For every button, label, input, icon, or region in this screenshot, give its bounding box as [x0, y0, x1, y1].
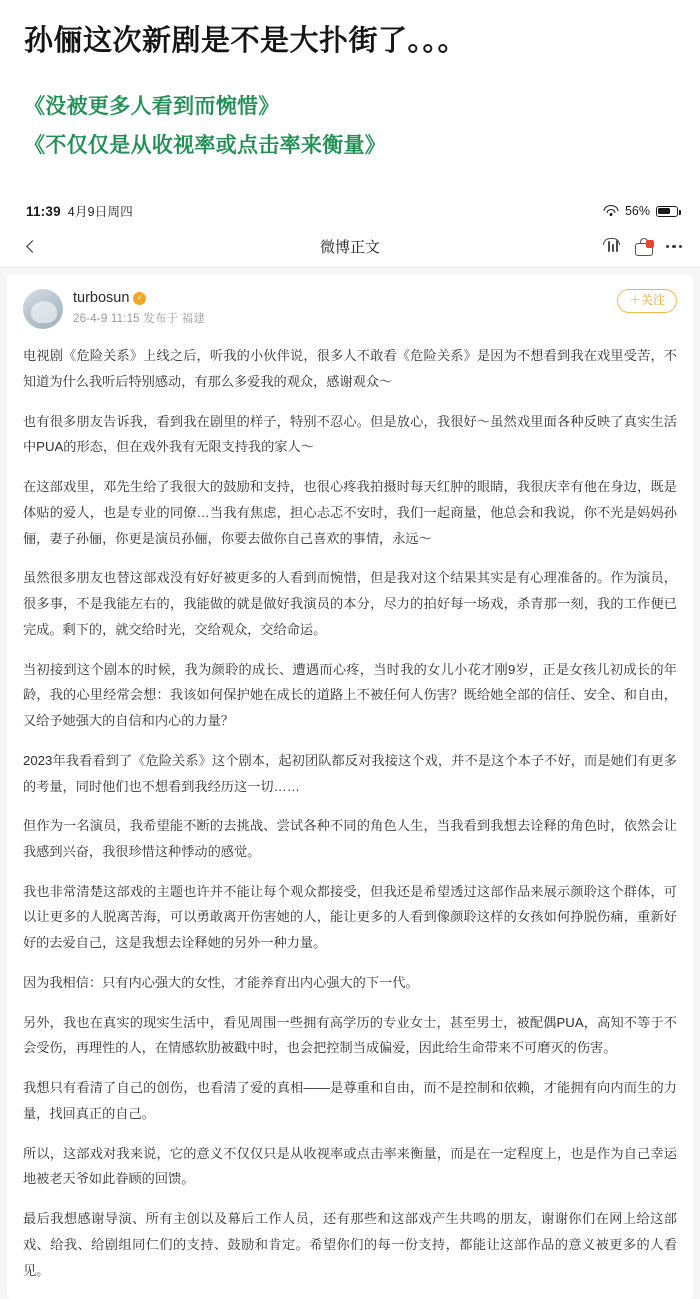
status-bar	[0, 196, 700, 226]
wifi-icon	[604, 205, 619, 217]
page-title: 孙俪这次新剧是不是大扑街了。。。	[24, 25, 468, 57]
nav-actions	[603, 238, 683, 256]
post-paragraph: 因为我相信：只有内心强大的女性，才能养育出内心强大的下一代。	[23, 974, 419, 990]
status-bar-right	[604, 204, 678, 218]
user-meta	[73, 289, 607, 326]
music-wave-icon[interactable]	[603, 238, 622, 255]
post-paragraph: 也有很多朋友告诉我，看到我在剧里的样子，特别不忍心。但是放心，我很好～虽然戏里面各种反映了真实生活中PUA的形态，但在戏外我有无限支持我的家人～	[23, 413, 677, 455]
post-body	[23, 343, 677, 1283]
status-date: 4月9日周四	[67, 205, 133, 220]
post-paragraph: 我想只有看清了自己的创伤，也看清了爱的真相——是尊重和自由，而不是控制和依赖，才能拥有向内而生的力量，找回真正的自己。	[23, 1080, 677, 1121]
battery-percent: 56%	[624, 204, 650, 219]
post-paragraph: 在这部戏里，邓先生给了我很大的鼓励和支持，也很心疼我拍摄时每天红肿的眼睛，我很庆幸有他在身边，既是体贴的爱人，也是专业的同僚…当我有焦虑，担心忐忑不安时，我们一起商量，他总会和我说，你不光是妈妈孙俪，妻子孙俪，你更是演员孙俪，你要去做你自己喜欢的事情，永远～	[23, 479, 677, 546]
post-paragraph: 另外，我也在真实的现实生活中，看见周围一些拥有高学历的专业女士，甚至男士，被配偶PUA，高知不等于不会受伤，再理性的人，在情感软肋被戳中时，也会把控制当成偏爱，因此给生命带来不可磨灭的伤害。	[23, 1014, 677, 1056]
back-chevron-icon[interactable]	[20, 236, 42, 258]
more-dots-icon[interactable]	[666, 245, 683, 249]
subtitle-line-1: 《没被更多人看到而惋惜》	[24, 95, 280, 119]
post-paragraph: 电视剧《危险关系》上线之后，听我的小伙伴说，很多人不敢看《危险关系》是因为不想看到我在戏里受苦，不知道为什么我听后特别感动，有那么多爱我的观众，感谢观众～	[23, 348, 677, 389]
post-scroll-area[interactable]	[0, 268, 700, 1299]
post-header	[23, 289, 677, 329]
status-time: 11:39	[26, 204, 61, 220]
post-paragraph: 虽然很多朋友也替这部戏没有好好被更多的人看到而惋惜，但是我对这个结果其实是有心理准备的。作为演员，很多事，不是我能左右的，我能做的就是做好我演员的本分，尽力的拍好每一场戏，杀青那一刻，我的工作便已完成。剩下的，就交给时光，交给观众，交给命运。	[23, 570, 677, 637]
post-paragraph: 2023年我看看到了《危险关系》这个剧本，起初团队都反对我接这个戏，并不是这个本子不好，而是她们有更多的考量，同时他们也不想看到我经历这一切……	[23, 752, 677, 794]
post-paragraph: 当初接到这个剧本的时候，我为颜聆的成长、遭遇而心疼，当时我的女儿小花才刚9岁，正是女孩儿初成长的年龄，我的心里经常会想：我该如何保护她在成长的道路上不被任何人伤害？既给她全部的信任、安全、和自由，又给予她强大的自信和内心的力量？	[23, 661, 677, 729]
post-timestamp: 26-4-9 11:15 发布于 福建	[73, 313, 206, 326]
nav-title: 微博正文	[319, 239, 380, 257]
headline-section	[0, 0, 700, 162]
username[interactable]: turbosun	[73, 290, 130, 307]
user-name-row	[73, 290, 607, 306]
subtitle-line-2: 《不仅仅是从收视率或点击率来衡量》	[24, 133, 387, 157]
avatar[interactable]	[23, 289, 63, 329]
post-paragraph: 最后我想感谢导演、所有主创以及幕后工作人员，还有那些和这部戏产生共鸣的朋友，谢谢你们在网上给这部戏、给我、给剧组同仁们的支持、鼓励和肯定。希望你们的每一份支持，都能让这部作品的意义被更多的人看见。	[23, 1211, 677, 1278]
post-paragraph: 所以，这部戏对我来说，它的意义不仅仅只是从收视率或点击率来衡量，而是在一定程度上，也是作为自己幸运地被老天爷如此眷顾的回馈。	[23, 1145, 677, 1187]
follow-button[interactable]: ＋关注	[617, 289, 677, 313]
post-card	[7, 275, 693, 1299]
post-paragraph: 但作为一名演员，我希望能不断的去挑战、尝试各种不同的角色人生，当我看到我想去诠释的角色时，依然会让我感到兴奋，我很珍惜这种悸动的感觉。	[23, 818, 677, 859]
verified-badge-icon: ✓	[133, 292, 146, 305]
post-paragraph: 我也非常清楚这部戏的主题也许并不能让每个观众都接受，但我还是希望透过这部作品来展示颜聆这个群体，可以让更多的人脱离苦海，可以勇敢离开伤害她的人，能让更多的人看到像颜聆这样的女孩如何挣脱伤痛，重新好好的去爱自己，这是我想去诠释她的另外一种力量。	[23, 883, 677, 951]
status-bar-left	[26, 202, 133, 220]
shopping-bag-icon[interactable]	[635, 238, 653, 256]
nav-bar	[0, 226, 700, 268]
battery-icon	[656, 206, 678, 217]
